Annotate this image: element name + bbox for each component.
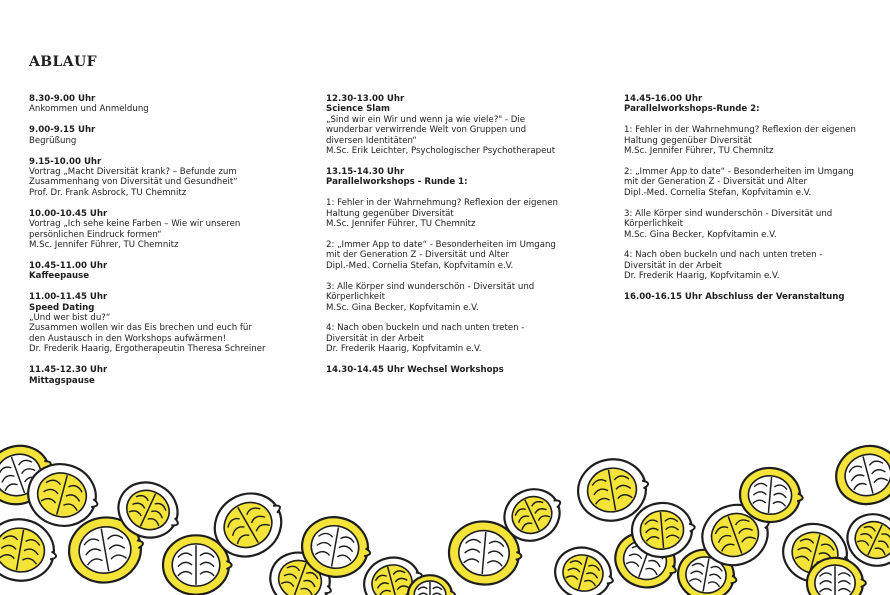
schedule-block bbox=[29, 157, 291, 199]
schedule-block bbox=[29, 261, 291, 282]
schedule-text: wunderbar verwirrende Welt von Gruppen und bbox=[326, 125, 527, 136]
schedule-text: „Und wer bist du?“ bbox=[29, 313, 111, 323]
schedule-block bbox=[326, 365, 594, 375]
schedule-heading: 14.30-14.45 Uhr Wechsel Workshops bbox=[326, 365, 504, 376]
schedule-text: Begrüßung bbox=[29, 135, 77, 146]
schedule-text: 2: „Immer App to date“ - Besonderheiten im Umgang bbox=[624, 167, 854, 178]
schedule-block bbox=[326, 323, 594, 354]
schedule-block bbox=[624, 125, 874, 156]
schedule-text: den Austausch in den Workshops aufwärmen! bbox=[29, 333, 227, 344]
schedule-text: Dipl.-Med. Cornelia Stefan, Kopfvitamin e.V. bbox=[624, 187, 812, 198]
schedule-column-2 bbox=[326, 94, 594, 386]
schedule-heading: Parallelworkshops-Runde 2: bbox=[624, 104, 760, 115]
schedule-text: 4: Nach oben buckeln und nach unten treten - bbox=[326, 323, 525, 334]
schedule-text: diversen Identitäten“ bbox=[326, 135, 417, 146]
schedule-heading: 13.15-14.30 Uhr bbox=[326, 166, 405, 177]
brain-lemon-icon bbox=[549, 541, 619, 595]
schedule-text: Körperlichkeit bbox=[624, 219, 683, 230]
schedule-text: Dipl.-Med. Cornelia Stefan, Kopfvitamin e.V. bbox=[326, 260, 514, 271]
schedule-text: Vortrag „Ich sehe keine Farben – Wie wir unseren bbox=[29, 219, 241, 230]
page-title: ABLAUF bbox=[29, 54, 97, 70]
schedule-text: 3: Alle Körper sind wunderschön - Diversität und bbox=[624, 208, 833, 219]
schedule-text: M.Sc. Jennifer Führer, TU Chemnitz bbox=[29, 239, 179, 250]
schedule-text: „Sind wir ein Wir und wenn ja wie viele?" - Die bbox=[326, 114, 526, 125]
schedule-heading: Parallelworkshops - Runde 1: bbox=[326, 177, 468, 188]
schedule-block bbox=[624, 209, 874, 240]
schedule-heading: 10.00-10.45 Uhr bbox=[29, 208, 108, 219]
schedule-text: 4: Nach oben buckeln und nach unten treten - bbox=[624, 250, 823, 261]
schedule-text: 2: „Immer App to date“ - Besonderheiten im Umgang bbox=[326, 239, 556, 250]
schedule-block bbox=[326, 167, 594, 188]
schedule-heading: 9.00-9.15 Uhr bbox=[29, 125, 96, 136]
schedule-text: Diversität in der Arbeit bbox=[624, 260, 722, 271]
schedule-text: 1: Fehler in der Wahrnehmung? Reflexion der eigenen bbox=[624, 125, 856, 136]
schedule-block bbox=[624, 292, 874, 302]
schedule-heading: 10.45-11.00 Uhr bbox=[29, 260, 108, 271]
schedule-block bbox=[29, 292, 291, 354]
schedule-block bbox=[624, 167, 874, 198]
schedule-text: Haltung gegenüber Diversität bbox=[624, 135, 752, 146]
schedule-heading: Speed Dating bbox=[29, 302, 95, 313]
schedule-text: Vortrag „Macht Diversität krank? – Befunde zum bbox=[29, 167, 237, 178]
schedule-block bbox=[29, 209, 291, 251]
schedule-text: 3: Alle Körper sind wunderschön - Diversität und bbox=[326, 281, 535, 292]
schedule-block bbox=[326, 282, 594, 313]
schedule-text: 1: Fehler in der Wahrnehmung? Reflexion der eigenen bbox=[326, 198, 558, 209]
schedule-text: mit der Generation Z - Diversität und Alter bbox=[624, 177, 808, 188]
schedule-text: Körperlichkeit bbox=[326, 292, 385, 303]
schedule-heading: Science Slam bbox=[326, 104, 390, 115]
schedule-heading: 8.30-9.00 Uhr bbox=[29, 94, 96, 104]
schedule-block bbox=[29, 125, 291, 146]
schedule-text: Prof. Dr. Frank Asbrock, TU Chemnitz bbox=[29, 187, 187, 198]
schedule-column-3 bbox=[624, 94, 874, 313]
schedule-heading: 16.00-16.15 Uhr Abschluss der Veranstaltung bbox=[624, 292, 845, 303]
schedule-text: Zusammenhang von Diversität und Gesundheit“ bbox=[29, 177, 238, 188]
schedule-text: Diversität in der Arbeit bbox=[326, 333, 424, 344]
schedule-block bbox=[29, 94, 291, 115]
brain-lemon-pattern-icon bbox=[0, 435, 890, 595]
schedule-text: Zusammen wollen wir das Eis brechen und euch für bbox=[29, 323, 252, 334]
schedule-block bbox=[624, 94, 874, 115]
schedule-text: M.Sc. Jennifer Führer, TU Chemnitz bbox=[326, 219, 476, 230]
brain-lemon-icon bbox=[807, 558, 866, 595]
schedule-text: M.Sc. Erik Leichter, Psychologischer Psychotherapeut bbox=[326, 146, 556, 157]
schedule-block bbox=[624, 250, 874, 281]
schedule-heading: 11.00-11.45 Uhr bbox=[29, 292, 108, 303]
schedule-block bbox=[326, 240, 594, 271]
schedule-heading: Kaffeepause bbox=[29, 271, 90, 282]
schedule-text: M.Sc. Gina Becker, Kopfvitamin e.V. bbox=[326, 302, 479, 313]
schedule-text: Dr. Frederik Haarig, Ergotherapeutin Theresa Schreiner bbox=[29, 344, 266, 355]
schedule-text: mit der Generation Z - Diversität und Alter bbox=[326, 250, 510, 261]
schedule-block bbox=[326, 94, 594, 156]
schedule-heading: 14.45-16.00 Uhr bbox=[624, 94, 703, 104]
schedule-text: persönlichen Eindruck formen“ bbox=[29, 229, 162, 240]
schedule-text: Haltung gegenüber Diversität bbox=[326, 208, 454, 219]
schedule-block bbox=[326, 198, 594, 229]
schedule-text: Dr. Frederik Haarig, Kopfvitamin e.V. bbox=[326, 344, 482, 355]
schedule-heading: Mittagspause bbox=[29, 375, 95, 386]
schedule-text: Ankommen und Anmeldung bbox=[29, 104, 149, 115]
schedule-text: Dr. Frederik Haarig, Kopfvitamin e.V. bbox=[624, 271, 780, 282]
schedule-heading: 9.15-10.00 Uhr bbox=[29, 156, 102, 167]
brain-lemon-icon bbox=[830, 438, 890, 511]
schedule-text: M.Sc. Jennifer Führer, TU Chemnitz bbox=[624, 146, 774, 157]
schedule-text: M.Sc. Gina Becker, Kopfvitamin e.V. bbox=[624, 229, 777, 240]
schedule-heading: 11.45-12.30 Uhr bbox=[29, 365, 108, 376]
schedule-heading: 12.30-13.00 Uhr bbox=[326, 94, 405, 104]
schedule-column-1 bbox=[29, 94, 291, 396]
schedule-block bbox=[29, 365, 291, 386]
